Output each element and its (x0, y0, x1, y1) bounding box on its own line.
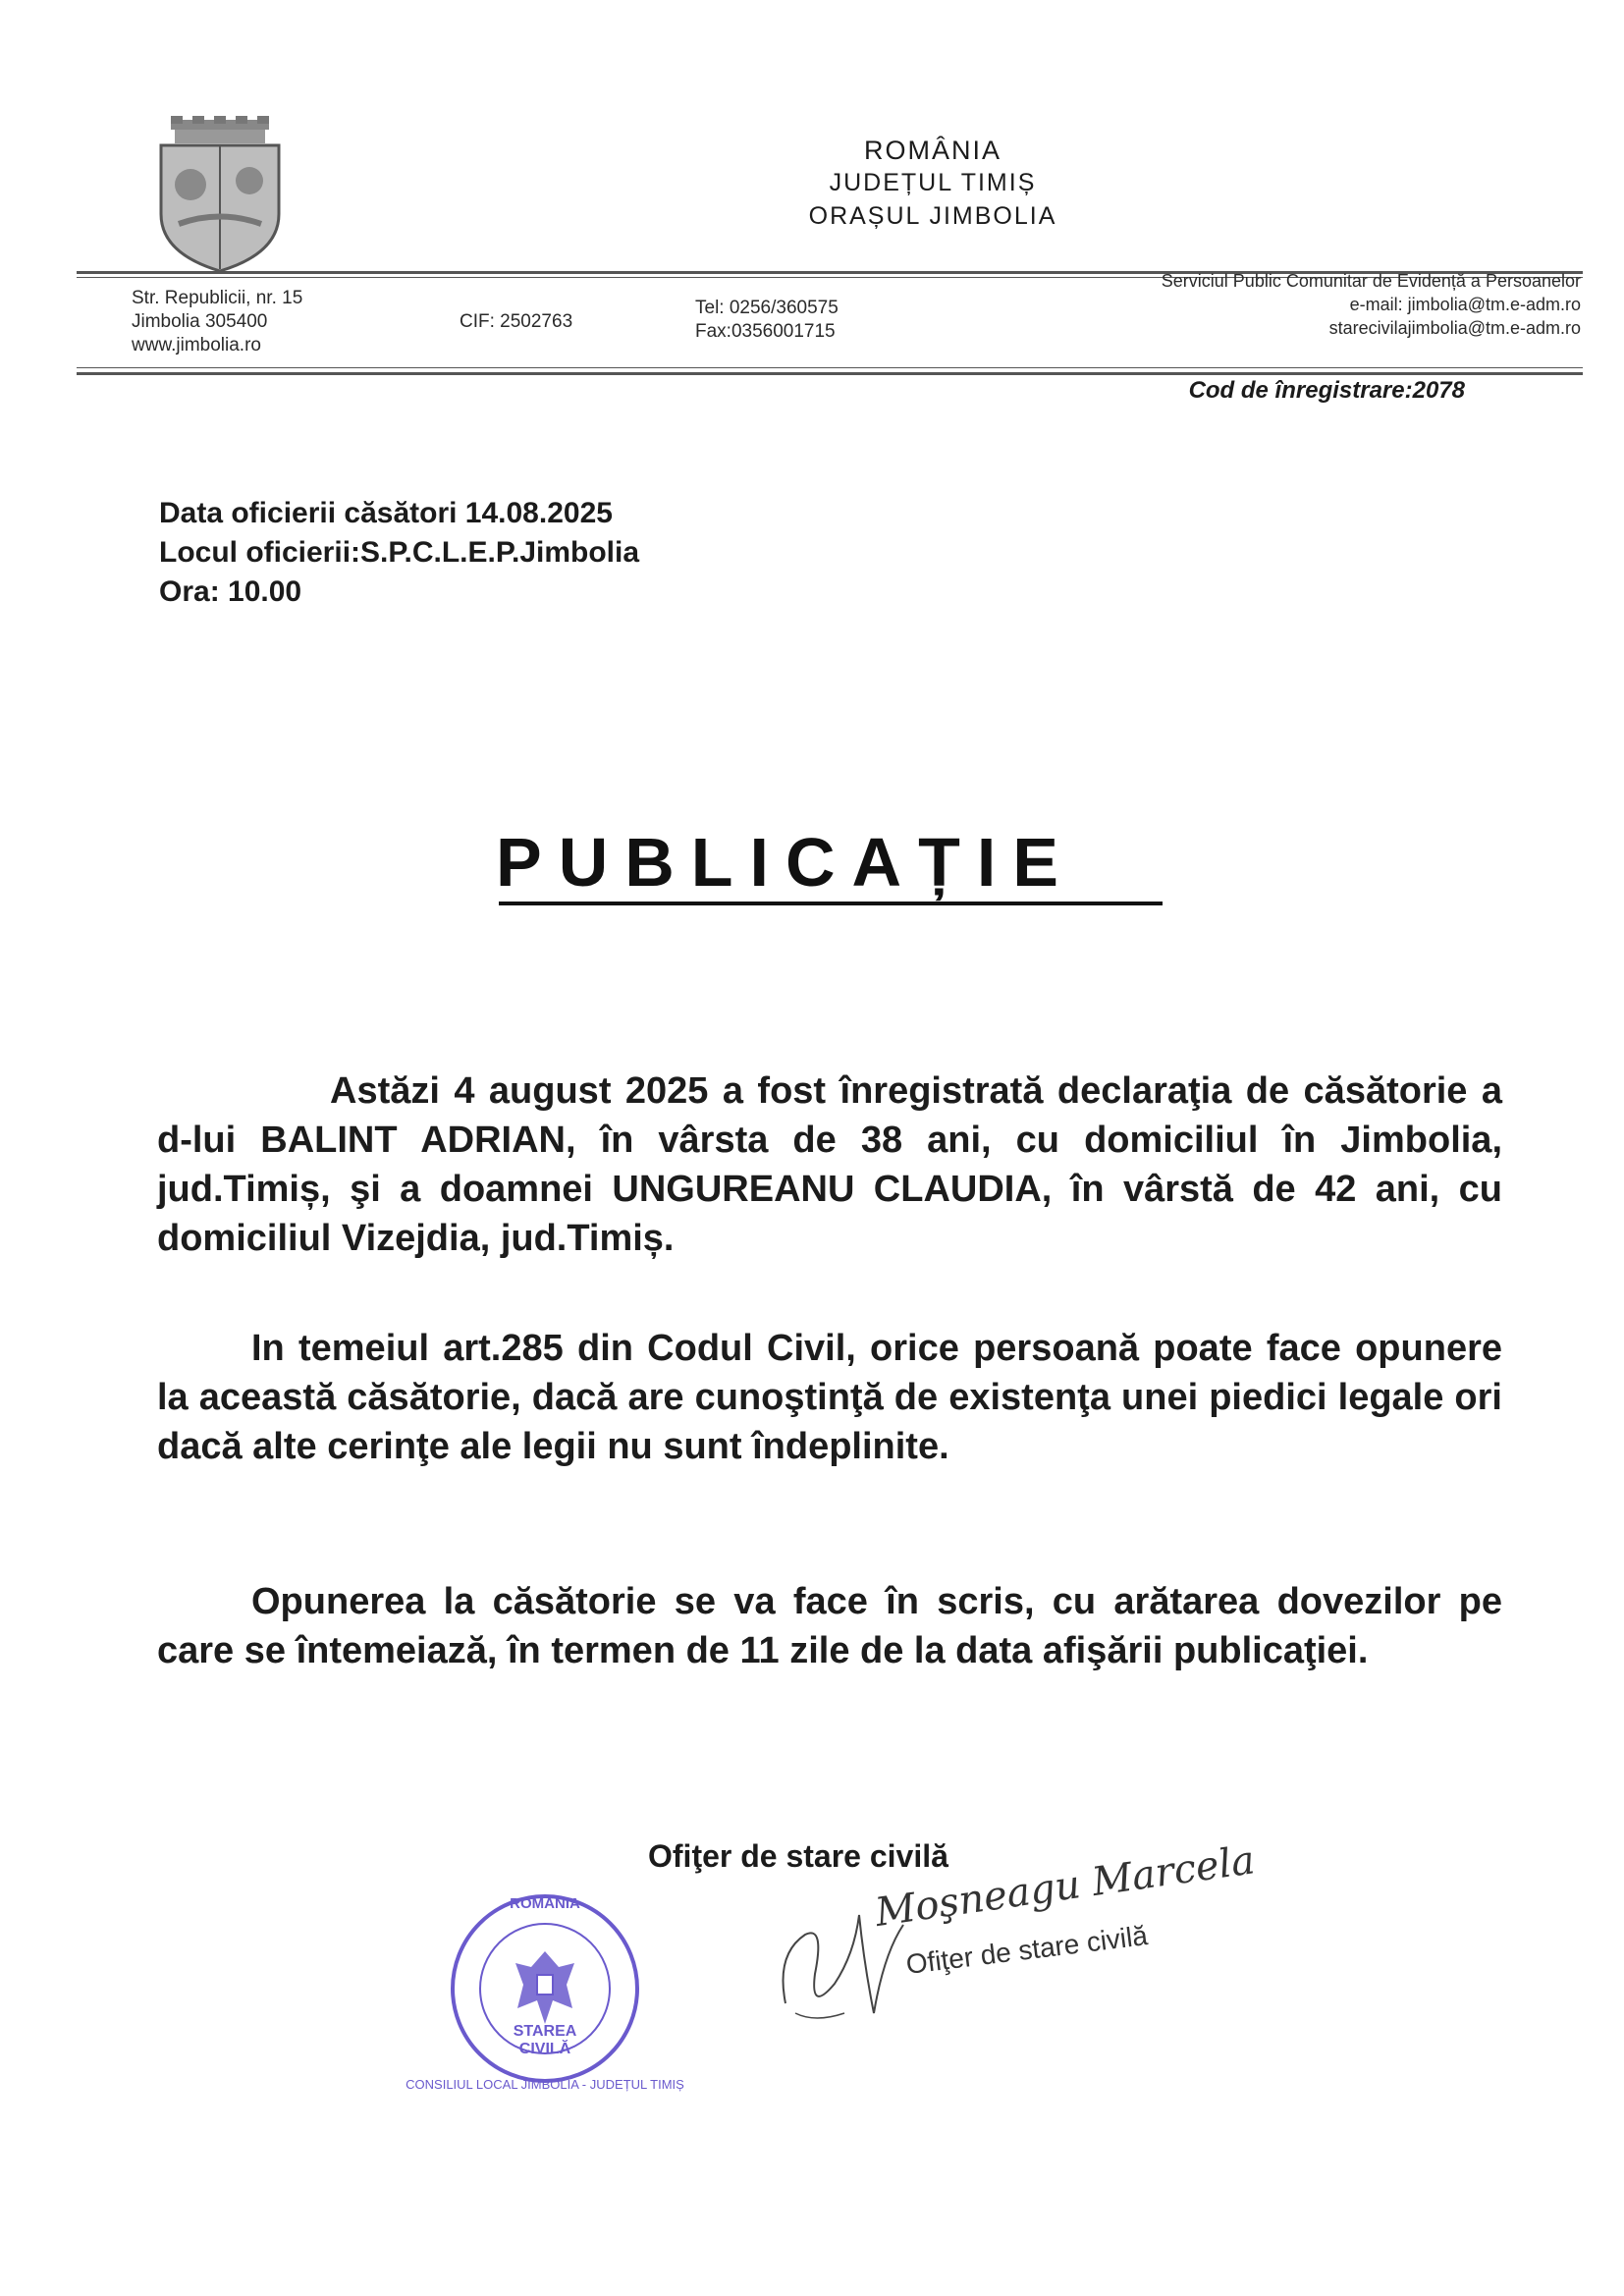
phone-fax: Fax:0356001715 (695, 321, 836, 342)
header-phones (695, 297, 839, 344)
header-address (132, 287, 302, 357)
coat-of-arms-icon (157, 116, 283, 273)
service-name: Serviciul Public Comunitar de Evidență a Persoanelor (1161, 271, 1581, 291)
officer-name: Moşneagu Marcela (872, 1837, 1258, 1936)
header-cif: CIF: 2502763 (460, 311, 573, 332)
service-email: e-mail: jimbolia@tm.e-adm.ro (1349, 295, 1581, 314)
header-service (1041, 269, 1581, 340)
address-street: Str. Republicii, nr. 15 (132, 288, 303, 308)
marriage-date: Data oficierii căsători 14.08.2025 (159, 497, 613, 529)
header-divider-bottom-thin (77, 367, 1583, 368)
header-county: JUDEȚUL TIMIȘ (829, 169, 1037, 196)
address-website: www.jimbolia.ro (132, 335, 261, 355)
officer-label: Ofiţer de stare civilă (648, 1838, 948, 1874)
marriage-place: Locul oficierii:S.P.C.L.E.P.Jimbolia (159, 536, 640, 569)
marriage-hour: Ora: 10.00 (159, 575, 302, 608)
paragraph-opposition: Opunerea la căsătorie se va face în scris, cu arătarea dovezilor pe care se întemeiază, în termen de 11 zile de la data afişării publicaţiei. (157, 1581, 1502, 1671)
registration-code: Cod de înregistrare:2078 (1188, 377, 1465, 404)
service-email-2: starecivilajimbolia@tm.e-adm.ro (1328, 318, 1581, 338)
stamp-center-text: STAREA CIVILĂ (513, 2023, 577, 2057)
stamp-top-text: ROMÂNIA (510, 1895, 580, 1912)
header-town: ORAȘUL JIMBOLIA (808, 202, 1057, 230)
header-country: ROMÂNIA (863, 136, 1001, 165)
title-underline (499, 902, 1163, 905)
page-title: PUBLICAȚIE (496, 824, 1075, 901)
paragraph-legal-basis: In temeiul art.285 din Codul Civil, orice persoană poate face opunere la această căsătorie, dacă are cunoştinţă de existenţa unei piedici legale ori dacă alte cerinţe ale legii nu sunt îndeplinite. (157, 1328, 1502, 1467)
officer-role: Ofiţer de stare civilă (904, 1920, 1150, 1981)
paragraph-declaration: Astăzi 4 august 2025 a fost înregistrată declaraţia de căsătorie a d-lui BALINT ADRIAN, în vârsta de 38 ani, cu domiciliul în Jimbolia, jud.Timiș, şi a doamnei UNGUREANU CLAUDIA, în vârstă de 42 ani, cu domiciliul Vizejdia, jud.Timiș. (157, 1070, 1502, 1259)
address-city: Jimbolia 305400 (132, 311, 268, 332)
header-divider-bottom (77, 372, 1583, 375)
stamp-ring-text: CONSILIUL LOCAL JIMBOLIA - JUDEȚUL TIMIȘ (406, 2077, 684, 2092)
phone-tel: Tel: 0256/360575 (695, 298, 839, 318)
